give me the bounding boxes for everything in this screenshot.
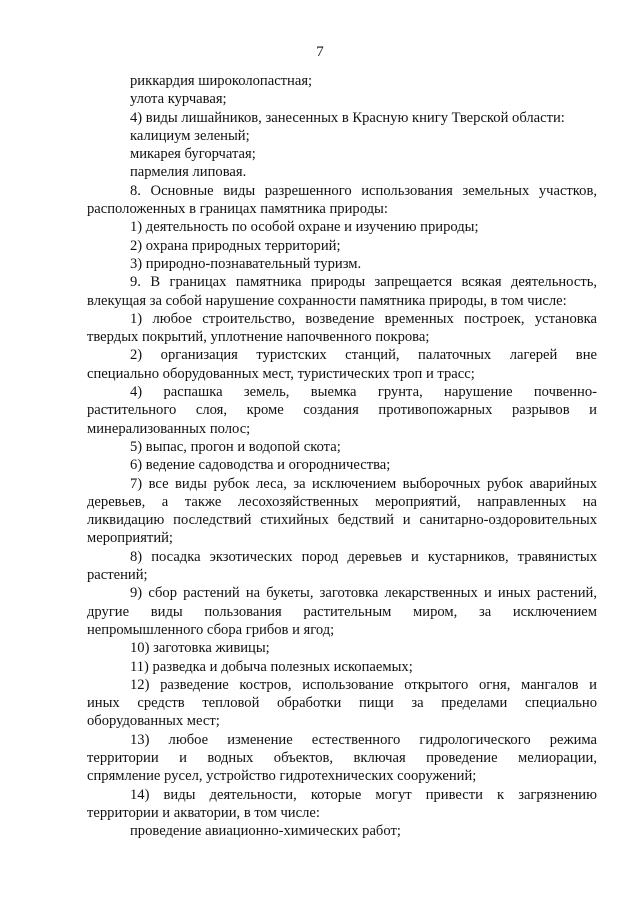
text-line: специально оборудованных мест, туристических троп и трасс;	[87, 365, 475, 382]
text-line: 12) разведение костров, использование открытого огня, мангалов и	[130, 676, 597, 693]
text-line: 6) ведение садоводства и огородничества;	[130, 457, 391, 474]
text-line: иных средств тепловой обработки пищи за пределами специально	[87, 695, 597, 712]
text-line: спрямление русел, устройство гидротехнических сооружений;	[87, 768, 477, 785]
text-line: 8. Основные виды разрешенного использования земельных участков,	[130, 182, 597, 199]
text-line: 2) охрана природных территорий;	[130, 237, 341, 254]
text-line: улота курчавая;	[130, 91, 227, 108]
text-line: ликвидацию последствий стихийных бедствий и санитарно-оздоровительных	[87, 512, 597, 529]
text-line: 8) посадка экзотических пород деревьев и кустарников, травянистых	[130, 548, 597, 565]
text-line: территории и водных объектов, включая проведение мелиорации,	[87, 749, 597, 766]
text-line: растительного слоя, кроме создания противопожарных разрывов и	[87, 402, 597, 419]
text-line: твердых покрытий, уплотнение напочвенного покрова;	[87, 329, 430, 346]
text-line: 2) организация туристских станций, палаточных лагерей вне	[130, 347, 597, 364]
text-line: 5) выпас, прогон и водопой скота;	[130, 438, 341, 455]
text-line: деревьев, а также лесохозяйственных мероприятий, направленных на	[87, 493, 597, 510]
text-line: калициум зеленый;	[130, 127, 250, 144]
text-line: 13) любое изменение естественного гидрологического режима	[130, 731, 597, 748]
text-line: территории и акватории, в том числе:	[87, 804, 320, 821]
text-line: проведение авиационно-химических работ;	[130, 823, 401, 840]
text-line: 9) сбор растений на букеты, заготовка лекарственных и иных растений,	[130, 585, 597, 602]
text-line: 9. В границах памятника природы запрещается всякая деятельность,	[130, 274, 597, 291]
text-line: мероприятий;	[87, 530, 173, 547]
text-line: 11) разведка и добыча полезных ископаемых;	[130, 658, 413, 675]
text-line: расположенных в границах памятника природы:	[87, 201, 388, 218]
text-line: 4) виды лишайников, занесенных в Красную книгу Тверской области:	[130, 109, 565, 126]
text-line: 10) заготовка живицы;	[130, 640, 270, 657]
text-line: влекущая за собой нарушение сохранности памятника природы, в том числе:	[87, 292, 567, 309]
text-line: минерализованных полос;	[87, 420, 251, 437]
text-line: 1) любое строительство, возведение временных построек, установка	[130, 310, 597, 327]
text-line: 1) деятельность по особой охране и изучению природы;	[130, 219, 479, 236]
text-line: другие виды пользования растительным миром, за исключением	[87, 603, 597, 620]
text-line: пармелия липовая.	[130, 164, 247, 181]
page-number: 7	[316, 44, 324, 60]
text-line: непромышленного сбора грибов и ягод;	[87, 621, 335, 638]
document-body	[87, 72, 597, 840]
text-line: микарея бугорчатая;	[130, 146, 256, 163]
text-line: растений;	[87, 567, 148, 584]
text-line: 7) все виды рубок леса, за исключением выборочных рубок аварийных	[130, 475, 597, 492]
text-line: 3) природно-познавательный туризм.	[130, 255, 362, 272]
text-line: 4) распашка земель, выемка грунта, нарушение почвенно-	[130, 384, 597, 401]
text-line: риккардия широколопастная;	[130, 73, 313, 89]
text-line: оборудованных мест;	[87, 713, 220, 730]
text-line: 14) виды деятельности, которые могут привести к загрязнению	[130, 786, 597, 803]
